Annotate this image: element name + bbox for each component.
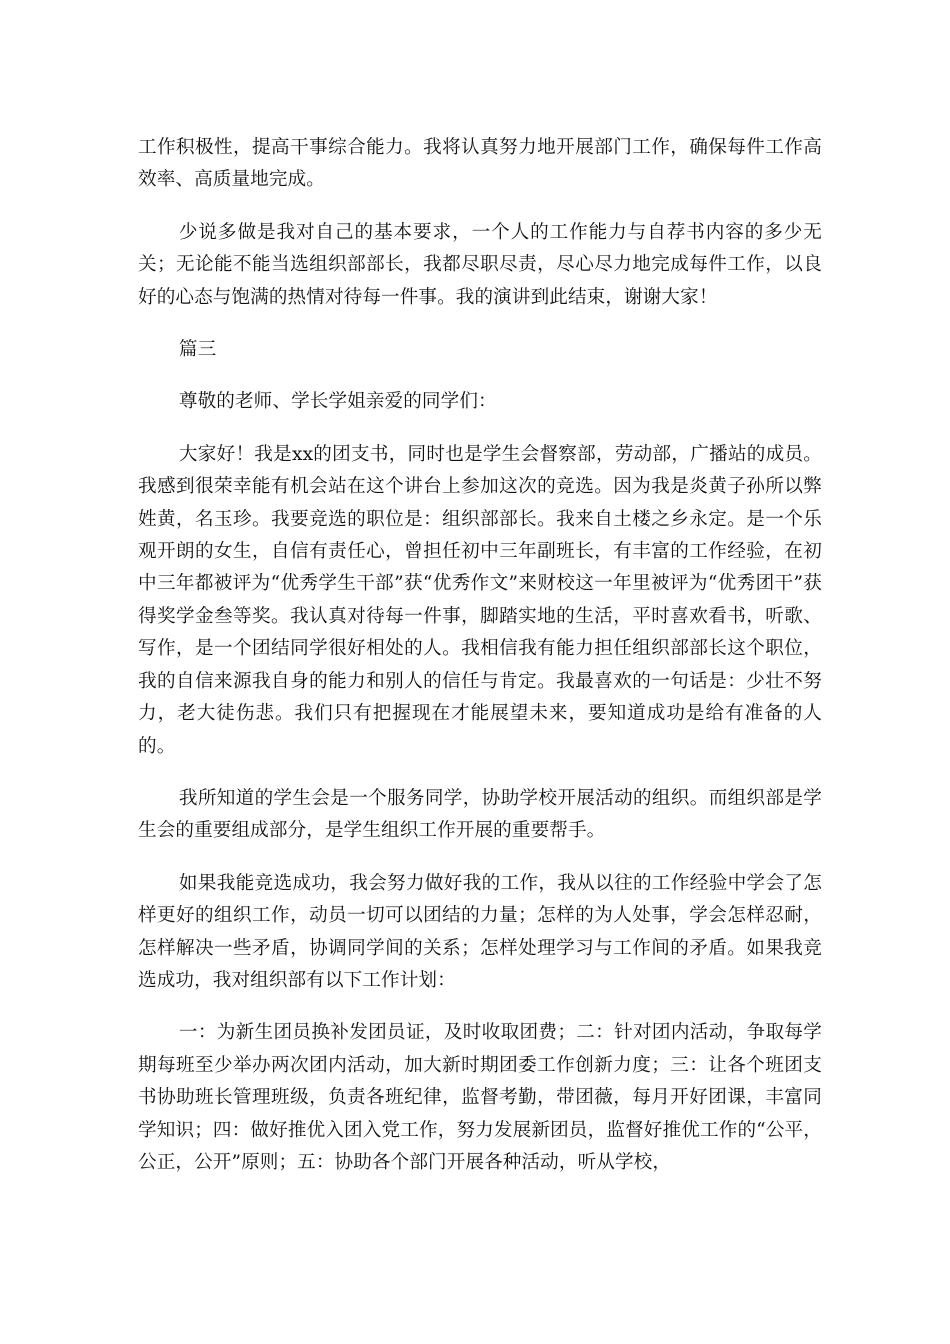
paragraph-closing-remarks: 少说多做是我对自己的基本要求，一个人的工作能力与自荐书内容的多少无关；无论能不能当选组织部部长，我都尽职尽责，尽心尽力地完成每件工作，以良好的心态与饱满的热情对待每一件事。我的演讲到此结束，谢谢大家！	[138, 221, 822, 308]
paragraph-continuation: 工作积极性，提高干事综合能力。我将认真努力地开展部门工作，确保每件工作高效率、高质量地完成。	[138, 137, 822, 191]
section-heading: 篇三	[178, 339, 217, 361]
paragraph-self-introduction: 大家好！我是xx的团支书，同时也是学生会督察部，劳动部，广播站的成员。我感到很荣幸能有机会站在这个讲台上参加这次的竞选。因为我是炎黄子孙所以弊姓黄，名玉珍。我要竞选的职位是：组织部部长。我来自土楼之乡永定。是一个乐观开朗的女生，自信有责任心，曾担任初中三年副班长，有丰富的工作经验，在初中三年都被评为“优秀学生干部”获“优秀作文”来财校这一年里被评为“优秀团干”获得奖学金叁等奖。我认真对待每一件事，脚踏实地的生活，平时喜欢看书，听歌、写作，是一个团结同学很好相处的人。我相信我有能力担任组织部部长这个职位，我的自信来源我自身的能力和别人的信任与肯定。我最喜欢的一句话是：少壮不努力，老大徒伤悲。我们只有把握现在才能展望未来，要知道成功是给有准备的人的。	[138, 443, 822, 757]
paragraph-student-union: 我所知道的学生会是一个服务同学，协助学校开展活动的组织。而组织部是学生会的重要组成部分，是学生组织工作开展的重要帮手。	[138, 787, 822, 842]
paragraph-if-elected: 如果我能竞选成功，我会努力做好我的工作，我从以往的工作经验中学会了怎样更好的组织工作，动员一切可以团结的力量；怎样的为人处事，学会怎样忍耐，怎样解决一些矛盾，协调同学间的关系；怎样处理学习与工作间的矛盾。如果我竞选成功，我对组织部有以下工作计划：	[138, 872, 822, 991]
document-body	[138, 132, 822, 1199]
paragraph-work-plan: 一：为新生团员换补发团员证，及时收取团费；二：针对团内活动，争取每学期每班至少举办两次团内活动，加大新时期团委工作创新力度；三：让各个班团支书协助班长管理班级，负责各班纪律，监督考勤，带团薇，每月开好团课，丰富同学知识；四：做好推优入团入党工作，努力发展新团员，监督好推优工作的“公平，公正，公开”原则；五：协助各个部门开展各种活动，听从学校，	[138, 1022, 822, 1173]
salutation: 尊敬的老师、学长学姐亲爱的同学们：	[178, 391, 497, 413]
